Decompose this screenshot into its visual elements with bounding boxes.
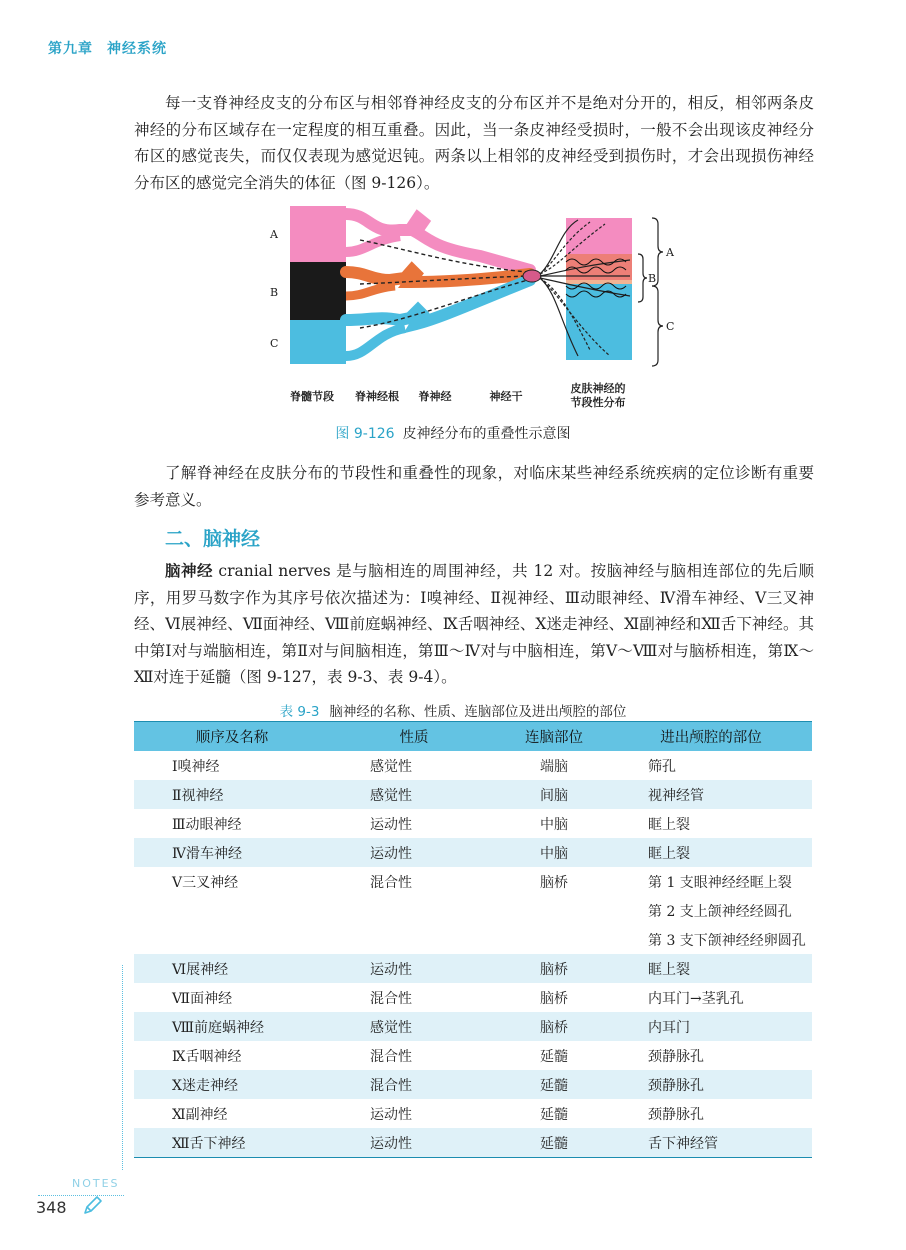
pencil-icon	[82, 1195, 104, 1221]
table-number: 表 9-3	[279, 704, 320, 720]
cell-nature: 混合性	[370, 1077, 412, 1094]
table-header-row	[134, 722, 812, 752]
cell-brain-part: 延髓	[540, 1106, 568, 1123]
cell-nature: 感觉性	[370, 787, 412, 804]
cell-name: Ⅲ动眼神经	[172, 816, 242, 833]
paragraph-cranial-nerves	[134, 558, 814, 691]
cell-name: Ⅴ三叉神经	[172, 874, 239, 891]
label-nerve-root: 脊神经根	[355, 390, 399, 403]
cell-brain-part: 延髓	[540, 1077, 568, 1094]
cell-skull-exit: 颈静脉孔	[648, 1106, 704, 1123]
figure-number: 图 9-126	[335, 426, 395, 442]
table-row	[134, 1099, 812, 1128]
cell-nature	[330, 925, 498, 954]
header-skull-exit: 进出颅腔的部位	[610, 722, 812, 752]
cell-skull-exit: 舌下神经管	[610, 1128, 812, 1158]
cell-skull-exit: 内耳门	[648, 1019, 690, 1036]
cell-brain-part: 中脑	[540, 816, 568, 833]
figure-caption	[0, 423, 906, 443]
term-cranial-nerves: 脑神经	[165, 562, 213, 580]
table-row	[134, 1070, 812, 1099]
cell-nature: 运动性	[370, 961, 412, 978]
cell-name: Ⅱ视神经	[172, 787, 224, 804]
table-row	[134, 809, 812, 838]
cell-skull-exit: 第 1 支眼神经经眶上裂	[648, 874, 792, 891]
cell-brain-part	[498, 896, 610, 925]
table-caption-text: 脑神经的名称、性质、连脑部位及进出颅腔的部位	[329, 704, 627, 720]
label-nerve-trunk: 神经干	[489, 390, 523, 403]
cell-brain-part: 脑桥	[540, 961, 568, 978]
cell-skull-exit: 眶上裂	[648, 845, 690, 862]
cell-nature: 运动性	[330, 1128, 498, 1158]
cell-brain-part: 延髓	[540, 1048, 568, 1065]
label-br-c: C	[666, 320, 675, 333]
cell-name	[134, 925, 330, 954]
table-row	[134, 1128, 812, 1158]
cell-name: Ⅺ副神经	[172, 1106, 228, 1123]
label-seg-a: A	[270, 228, 278, 241]
paragraph-significance: 了解脊神经在皮肤分布的节段性和重叠性的现象，对临床某些神经系统疾病的定位诊断有重要参考意义。	[134, 464, 814, 509]
header-name: 顺序及名称	[134, 722, 330, 752]
paragraph-cranial-nerves-text: cranial nerves 是与脑相连的周围神经，共 12 对。按脑神经与脑相连部位的先后顺序，用罗马数字作为其序号依次描述为：Ⅰ嗅神经、Ⅱ视神经、Ⅲ动眼神经、Ⅳ滑车神经、Ⅴ三叉神经、Ⅵ展神经、Ⅶ面神经、Ⅷ前庭蜗神经、Ⅸ舌咽神经、Ⅹ迷走神经、Ⅺ副神经和Ⅻ舌下神经。其中第Ⅰ对与端脑相连，第Ⅱ对与间脑相连，第Ⅲ～Ⅳ对与中脑相连，第Ⅴ～Ⅷ对与脑桥相连，第Ⅸ～Ⅻ对连于延髓（图 9-127，表 9-3、表 9-4）。	[134, 562, 814, 686]
cell-name: Ⅸ舌咽神经	[172, 1048, 242, 1065]
table-row	[134, 1041, 812, 1070]
chapter-title: 神经系统	[107, 41, 167, 57]
cell-name: Ⅳ滑车神经	[172, 845, 242, 862]
segment-a	[290, 206, 346, 262]
label-br-b: B	[648, 272, 657, 285]
cell-brain-part: 中脑	[540, 845, 568, 862]
paragraph-overlap: 每一支脊神经皮支的分布区与相邻脊神经皮支的分布区并不是绝对分开的，相反，相邻两条皮神经的分布区域存在一定程度的相互重叠。因此，当一条皮神经受损时，一般不会出现该皮神经分布区的感觉丧失，而仅仅表现为感觉迟钝。两条以上相邻的皮神经受到损伤时，才会出现损伤神经分布区的感觉完全消失的体征（图 9-126）。	[134, 94, 814, 192]
cell-nature: 运动性	[370, 816, 412, 833]
table-caption	[0, 700, 906, 720]
table-row	[134, 954, 812, 983]
table-row	[134, 1012, 812, 1041]
chapter-number: 第九章	[48, 41, 93, 57]
cell-nature: 混合性	[370, 874, 412, 891]
cell-brain-part: 延髓	[498, 1128, 610, 1158]
cell-name: Ⅷ前庭蜗神经	[172, 1019, 265, 1036]
cell-skull-exit: 视神经管	[648, 787, 704, 804]
cell-name: Ⅶ面神经	[172, 990, 233, 1007]
cell-skull-exit: 颈静脉孔	[648, 1077, 704, 1094]
header-nature: 性质	[330, 722, 498, 752]
label-seg-b: B	[270, 286, 279, 299]
notes-label: NOTES	[72, 1177, 120, 1190]
cell-skull-exit: 眶上裂	[648, 816, 690, 833]
cell-nature: 混合性	[370, 1048, 412, 1065]
cell-brain-part: 脑桥	[540, 990, 568, 1007]
cell-name: Ⅵ展神经	[172, 961, 229, 978]
running-header	[48, 38, 167, 58]
notes-underline	[38, 1195, 124, 1196]
label-spinal-segment: 脊髓节段	[290, 390, 334, 403]
table-row	[134, 838, 812, 867]
cell-name: Ⅹ迷走神经	[172, 1077, 238, 1094]
cell-skull-exit: 内耳门→茎乳孔	[648, 990, 744, 1007]
cell-brain-part: 脑桥	[540, 1019, 568, 1036]
segment-b	[290, 262, 346, 320]
table-row	[134, 925, 812, 954]
segment-c	[290, 320, 346, 364]
cell-nature: 运动性	[370, 1106, 412, 1123]
cell-skull-exit: 第 3 支下颌神经经卵圆孔	[648, 932, 806, 949]
cell-skull-exit: 颈静脉孔	[648, 1048, 704, 1065]
figure-9-126	[260, 200, 690, 415]
cell-brain-part	[498, 925, 610, 954]
label-spinal-nerve: 脊神经	[418, 390, 452, 403]
label-skin-1: 皮肤神经的	[570, 382, 626, 395]
section-title: 二、脑神经	[165, 528, 261, 550]
table-row	[134, 780, 812, 809]
cell-name: Ⅰ嗅神经	[172, 758, 220, 775]
overlap-diagram	[260, 200, 690, 415]
label-br-a: A	[666, 246, 674, 259]
table-row	[134, 867, 812, 896]
cell-brain-part: 端脑	[540, 758, 568, 775]
nerve-trunk-knot	[523, 270, 541, 282]
cell-brain-part: 间脑	[540, 787, 568, 804]
cell-nature: 感觉性	[370, 1019, 412, 1036]
cell-skull-exit: 眶上裂	[648, 961, 690, 978]
figure-caption-text: 皮神经分布的重叠性示意图	[402, 426, 571, 442]
cranial-nerve-table	[134, 721, 812, 1158]
page-number: 348	[36, 1198, 67, 1217]
cell-name	[134, 896, 330, 925]
bracket-b	[638, 254, 647, 302]
cell-brain-part: 脑桥	[540, 874, 568, 891]
label-skin-2: 节段性分布	[570, 396, 626, 409]
notes-margin-line	[122, 965, 123, 1170]
table-row	[134, 983, 812, 1012]
cell-skull-exit: 第 2 支上颌神经经圆孔	[648, 903, 792, 920]
cell-skull-exit: 筛孔	[648, 758, 676, 775]
bracket-c	[652, 286, 663, 366]
cell-name: Ⅻ舌下神经	[134, 1128, 330, 1158]
cell-nature	[330, 896, 498, 925]
cell-nature: 感觉性	[370, 758, 412, 775]
cell-nature: 运动性	[370, 845, 412, 862]
label-seg-c: C	[270, 337, 279, 350]
table-row	[134, 751, 812, 780]
cell-nature: 混合性	[370, 990, 412, 1007]
table-row	[134, 896, 812, 925]
header-brain-part: 连脑部位	[498, 722, 610, 752]
